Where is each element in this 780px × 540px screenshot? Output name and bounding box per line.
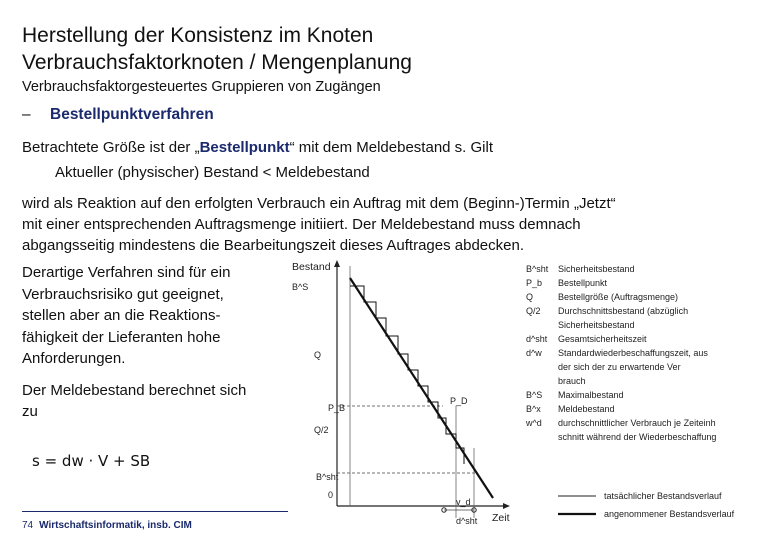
bullet-text: Bestellpunktverfahren [50, 106, 214, 123]
calc-paragraph [22, 380, 246, 422]
legend-symbol: P_b [526, 278, 543, 288]
legend-text: Meldebestand [558, 404, 615, 414]
zero-axis-mark: 0 [328, 490, 334, 500]
suitability-line: fähigkeit der Lieferanten hohe [22, 328, 221, 346]
q2-axis-mark: Q/2 [314, 425, 329, 435]
legend-text: durchschnittlicher Verbrauch je Zeiteinh [558, 418, 716, 428]
reaction-line: abgangsseitig mindestens die Bearbeitungszeit dieses Auftrages abdecken. [22, 237, 524, 254]
bullet-dash: – [22, 106, 31, 123]
actual-line-legend-text: tatsächlicher Bestandsverlauf [604, 491, 722, 501]
legend-symbol: B^x [526, 404, 541, 414]
legend-text: Sicherheitsbestand [558, 264, 635, 274]
legend-symbol: Q [526, 292, 534, 302]
bullet-bestellpunktverfahren [22, 106, 214, 124]
legend-text: Bestellpunkt [558, 278, 608, 288]
slide-title [22, 22, 412, 76]
legend-symbol: d^sht [526, 334, 548, 344]
title-line-2: Verbrauchsfaktorknoten / Mengenplanung [22, 51, 412, 74]
reaction-paragraph [22, 193, 616, 256]
legend-symbol: d^w [526, 348, 542, 358]
suitability-line: Verbrauchsrisiko gut geeignet, [22, 285, 224, 303]
suitability-line: Anforderungen. [22, 350, 126, 367]
footer [22, 520, 192, 531]
suitability-line: Derartige Verfahren sind für ein [22, 264, 231, 281]
page-number: 74 [22, 520, 34, 531]
legend-symbol: w^d [526, 418, 542, 428]
legend-text: Standardwiederbeschaffungszeit, aus [558, 348, 708, 358]
bsht-axis-mark: B^sht [316, 472, 339, 482]
vd-axis-mark: v_d [456, 497, 471, 507]
legend-text: brauch [558, 376, 586, 386]
intro-paragraph [22, 137, 493, 158]
bestellpunkt-diagram [288, 258, 776, 538]
legend-symbol: B^S [526, 390, 543, 400]
suitability-paragraph [22, 262, 230, 370]
meldebestand-formula: s = dw · V + SB [32, 452, 151, 470]
q-axis-mark: Q [314, 350, 322, 360]
legend-text: Bestellgröße (Auftragsmenge) [558, 292, 679, 302]
legend-symbol: Q/2 [526, 306, 541, 316]
legend-text: Maximalbestand [558, 390, 624, 400]
legend-text: Durchschnittsbestand (abzüglich [558, 306, 689, 316]
title-line-1: Herstellung der Konsistenz im Knoten [22, 24, 374, 47]
legend-text: schnitt während der Wiederbeschaffung [558, 432, 717, 442]
pb-axis-mark: P_B [328, 403, 346, 413]
legend-text: der sich der zu erwartende Ver [558, 362, 681, 372]
reaction-line: mit einer entsprechenden Auftragsmenge initiiert. Der Meldebestand muss demnach [22, 216, 581, 233]
condition-line: Aktueller (physischer) Bestand < Meldebestand [55, 164, 370, 181]
pd-plot-mark: P_D [450, 396, 468, 406]
legend-text: Gesamtsicherheitszeit [558, 334, 647, 344]
reaction-line: wird als Reaktion auf den erfolgten Verbrauch ein Auftrag mit dem (Beginn-)Termin „Jetzt“ [22, 195, 616, 212]
footer-divider [22, 511, 288, 512]
legend-symbol: B^sht [526, 264, 549, 274]
course-name: Wirtschaftsinformatik, insb. CIM [39, 520, 192, 531]
suitability-line: stellen aber an die Reaktions- [22, 307, 221, 324]
intro-keyword: Bestellpunkt [199, 139, 290, 156]
x-axis-label: Zeit [492, 512, 510, 524]
y-axis-label: Bestand [292, 261, 331, 273]
slide-subtitle: Verbrauchsfaktorgesteuertes Gruppieren von Zugängen [22, 79, 381, 95]
calc-line: zu [22, 403, 38, 420]
bs-axis-mark: B^S [292, 282, 309, 292]
dsht-axis-mark: d^sht [456, 516, 478, 526]
legend-text: Sicherheitsbestand [558, 320, 635, 330]
calc-line: Der Meldebestand berechnet sich [22, 382, 247, 399]
assumed-line-legend-text: angenommener Bestandsverlauf [604, 509, 735, 519]
intro-before: Betrachtete Größe ist der „ [22, 139, 200, 156]
intro-after: “ mit dem Meldebestand s. Gilt [289, 139, 494, 156]
